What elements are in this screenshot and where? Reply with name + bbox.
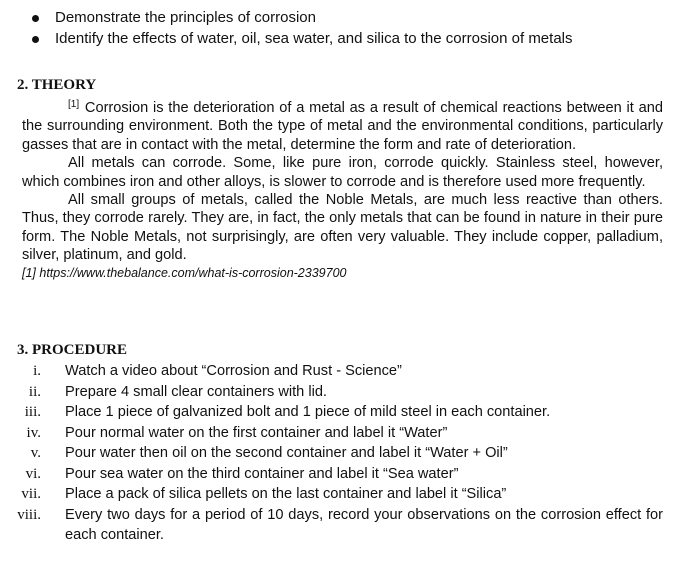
theory-paragraph: All metals can corrode. Some, like pure iron, corrode quickly. Stainless steel, however, which combines iron and other alloys, is slower to corrode and is therefore used more frequently. <box>22 155 663 190</box>
step-text: Pour sea water on the third container and label it “Sea water” <box>65 465 459 482</box>
step-text: Prepare 4 small clear containers with lid. <box>65 383 327 400</box>
step-text: Pour water then oil on the second container and label it “Water + Oil” <box>65 445 508 461</box>
objective-text: Demonstrate the principles of corrosion <box>55 9 316 26</box>
step-number: vii. <box>21 486 41 502</box>
objective-item <box>30 8 670 29</box>
step-number: ii. <box>28 383 41 400</box>
footnote-mark: [1] <box>68 99 80 110</box>
procedure-heading: 3. PROCEDURE <box>17 342 128 358</box>
procedure-list <box>10 361 663 546</box>
step-number: vi. <box>25 465 41 482</box>
bullet-icon <box>32 36 39 43</box>
step-text: Every two days for a period of 10 days, record your observations on the corrosion effect for each container. <box>65 506 663 543</box>
procedure-step <box>10 464 663 485</box>
citation: [1] https://www.thebalance.com/what-is-corrosion-2339700 <box>22 265 347 280</box>
objectives-list <box>30 8 670 49</box>
objective-item <box>30 29 670 50</box>
procedure-step <box>10 382 663 403</box>
step-text: Place 1 piece of galvanized bolt and 1 piece of mild steel in each container. <box>65 404 551 420</box>
objective-text: Identify the effects of water, oil, sea water, and silica to the corrosion of metals <box>55 29 573 47</box>
bullet-icon <box>32 15 39 22</box>
theory-paragraph: All small groups of metals, called the Noble Metals, are much less reactive than others. Thus, they corrode rarely. They are, in fact, the only metals that can be found in nature in their pure form. The Noble Metals, not surprisingly, are often very valuable. They include copper, palladium, silver, platinum, and gold. <box>22 192 663 264</box>
procedure-step <box>10 402 663 423</box>
procedure-step <box>10 443 663 464</box>
theory-paragraph-text: Corrosion is the deterioration of a metal as a result of chemical reactions between it and the surrounding environment. Both the type of metal and the environmental conditions, particularly gasses that are in contact with the metal, determine the form and rate of deterioration. <box>22 100 663 153</box>
procedure-step <box>10 361 663 382</box>
procedure-step <box>10 423 663 444</box>
procedure-step <box>10 484 663 505</box>
procedure-step <box>10 505 663 546</box>
step-number: iv. <box>26 424 41 441</box>
step-number: i. <box>33 363 41 379</box>
step-number: v. <box>30 445 41 461</box>
step-text: Watch a video about “Corrosion and Rust - Science” <box>65 363 402 379</box>
theory-heading: 2. THEORY <box>17 77 97 93</box>
theory-paragraph <box>22 96 663 154</box>
step-text: Pour normal water on the first container and label it “Water” <box>65 424 448 441</box>
step-number: viii. <box>17 506 41 523</box>
theory-section <box>22 96 663 282</box>
step-number: iii. <box>24 404 41 420</box>
step-text: Place a pack of silica pellets on the last container and label it “Silica” <box>65 486 507 502</box>
